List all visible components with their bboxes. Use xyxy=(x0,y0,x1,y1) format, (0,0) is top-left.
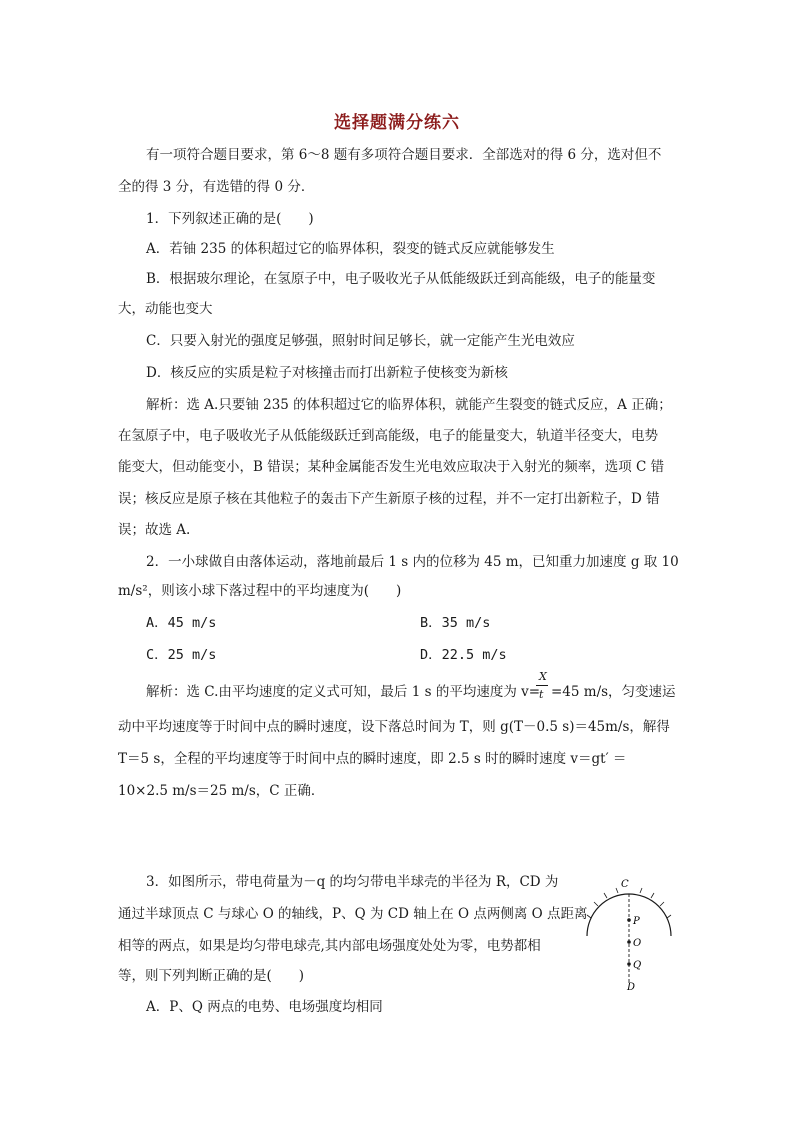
q2-analysis-line-4: 10×2.5 m/s＝25 m/s，C 正确． xyxy=(118,783,325,799)
q3-stem-line-3: 相等的两点，如果是均匀带电球壳,其内部电场强度处处为零，电势都相 xyxy=(118,938,541,954)
fraction-bar xyxy=(536,685,548,686)
page-title: 选择题满分练六 xyxy=(334,113,460,133)
q1-option-b-line-2: 大，动能也变大 xyxy=(118,301,213,317)
q2-stem-line-1: 2．一小球做自由落体运动，落地前最后 1 s 内的位移为 45 m，已知重力加速度 g 取 10 xyxy=(146,554,679,570)
point-o xyxy=(627,940,631,944)
q1-analysis-line-3: 能变大，但动能变小，B 错误；某种金属能否发生光电效应取决于入射光的频率，选项 C 错 xyxy=(118,459,665,475)
q1-analysis-line-5: 误；故选 A. xyxy=(118,522,191,538)
label-q: Q xyxy=(633,960,642,971)
q1-analysis-line-4: 误；核反应是原子核在其他粒子的轰击下产生新原子核的过程，并不一定打出新粒子，D 错 xyxy=(118,491,660,507)
label-o: O xyxy=(633,938,642,949)
label-c: C xyxy=(621,879,629,890)
fraction-numerator: X xyxy=(539,670,547,683)
q2-option-b: B．35 m/s xyxy=(420,615,491,631)
q1-option-a: A．若铀 235 的体积超过它的临界体积，裂变的链式反应就能够发生 xyxy=(146,241,555,257)
q2-analysis-line-1b: =45 m/s，匀变速运 xyxy=(551,684,676,700)
q3-stem-line-4: 等，则下列判断正确的是( ) xyxy=(118,968,305,984)
fraction-denominator: t xyxy=(539,688,544,701)
q1-analysis-line-2: 在氢原子中，电子吸收光子从低能级跃迁到高能级，电子的能量变大，轨道半径变大，电势 xyxy=(118,428,658,444)
q2-analysis-line-1a: 解析：选 C.由平均速度的定义式可知，最后 1 s 的平均速度为 v= xyxy=(146,684,541,700)
q2-option-d: D．22.5 m/s xyxy=(420,647,507,663)
q2-option-c: C．25 m/s xyxy=(146,647,217,663)
label-d: D xyxy=(627,982,636,992)
q3-stem-line-2: 通过半球顶点 C 与球心 O 的轴线，P、Q 为 CD 轴上在 O 点两侧离 O 点距离 xyxy=(118,906,588,922)
intro-line-2: 全的得 3 分，有选错的得 0 分． xyxy=(118,179,315,195)
label-p: P xyxy=(633,916,640,927)
q3-stem-line-1: 3．如图所示，带电荷量为－q 的均匀带电半球壳的半径为 R，CD 为 xyxy=(146,874,559,890)
intro-line-1: 有一项符合题目要求，第 6～8 题有多项符合题目要求．全部选对的得 6 分，选对但不 xyxy=(146,147,662,163)
q3-option-a: A．P、Q 两点的电势、电场强度均相同 xyxy=(146,999,383,1015)
q2-stem-line-2: m/s²，则该小球下落过程中的平均速度为( ) xyxy=(118,583,402,599)
hemisphere-figure xyxy=(585,872,675,992)
q1-stem: 1．下列叙述正确的是( ) xyxy=(146,211,314,227)
q1-option-b-line-1: B．根据玻尔理论，在氢原子中，电子吸收光子从低能级跃迁到高能级，电子的能量变 xyxy=(146,271,656,287)
q1-option-d: D．核反应的实质是粒子对核撞击而打出新粒子使核变为新核 xyxy=(146,365,508,381)
q2-option-a: A．45 m/s xyxy=(146,615,217,631)
q1-analysis-line-1: 解析：选 A.只要铀 235 的体积超过它的临界体积，就能产生裂变的链式反应，A 正确； xyxy=(146,397,672,413)
q1-option-c: C．只要入射光的强度足够强，照射时间足够长，就一定能产生光电效应 xyxy=(146,333,575,349)
q2-analysis-line-3: T＝5 s，全程的平均速度等于时间中点的瞬时速度，即 2.5 s 时的瞬时速度 v＝gt′ ＝ xyxy=(118,751,627,767)
q2-analysis-line-2: 动中平均速度等于时间中点的瞬时速度，设下落总时间为 T，则 g(T－0.5 s)＝45m/s，解得 xyxy=(118,719,670,735)
point-q xyxy=(627,962,631,966)
shell-hatching xyxy=(587,888,671,918)
point-p xyxy=(627,918,631,922)
